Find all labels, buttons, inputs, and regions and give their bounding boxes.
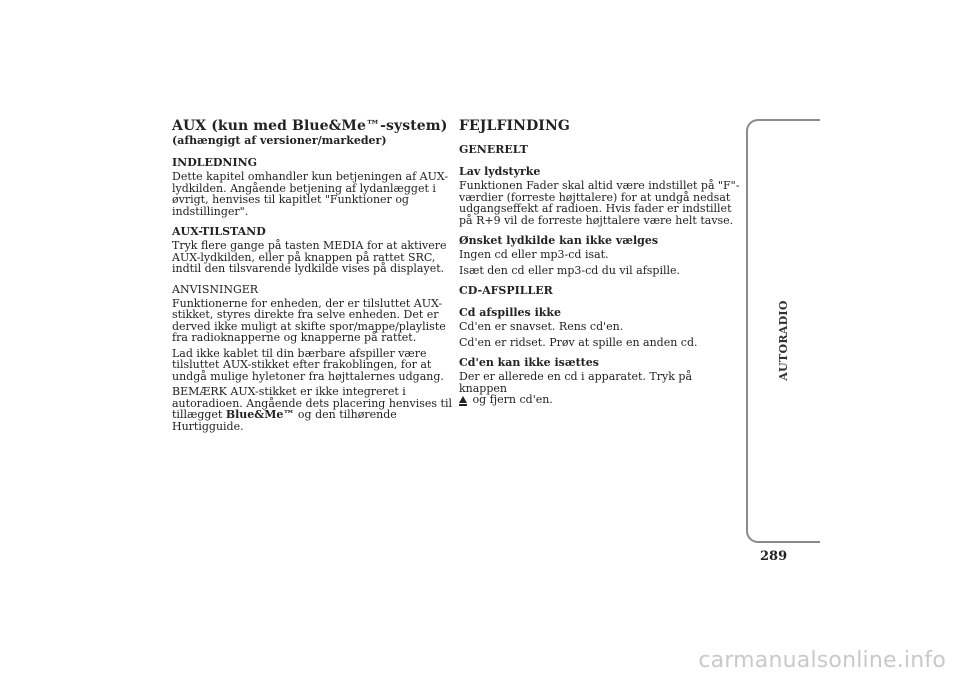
text-cd-kan-ikke-isaettes [459,371,741,406]
right-column [459,118,741,414]
heading-aux-tilstand: AUX-TILSTAND [172,225,266,238]
chapter-tab-text: AUTORADIO [776,299,790,381]
watermark: carmanualsonline.info [698,648,946,673]
text-anvisninger-1: Funktionerne for enheden, der er tilsluttet AUX-stikket, styres direkte fra selve enheden. Det er derved ikke muligt at skifte spor/mappe/playliste fra radioknapperne og knapperne på rattet. [172,296,446,344]
text-indledning: Dette kapitel omhandler kun betjeningen af AUX-lydkilden. Angående betjening af lydanlægget i øvrigt, henvises til kapitlet "Funktioner og indstillinger". [172,170,449,218]
text-cd-afspilles-1: Cd'en er snavset. Rens cd'en. [459,320,624,333]
text-aux-tilstand: Tryk flere gange på tasten MEDIA for at aktivere AUX-lydkilden, eller på knappen på rattet SRC, indtil den tilsvarende lydkilde vises på displayet. [172,239,447,275]
heading-cd-afspilles-ikke: Cd afspilles ikke [459,306,561,319]
eject-icon [459,396,467,403]
heading-lav-lydstyrke: Lav lydstyrke [459,165,541,178]
text-anvisninger-2: Lad ikke kablet til din bærbare afspiller være tilsluttet AUX-stikket efter frakoblingen, for at undgå mulige hyletoner fra højttalernes udgang. [172,346,444,383]
note-text-c: og den tilhørende Hurtigguide. [172,408,397,433]
heading-cd-afspiller: CD-AFSPILLER [459,284,553,297]
heading-anvisninger: ANVISNINGER [172,282,259,296]
left-column [172,118,454,440]
page-number: 289 [760,549,788,564]
isaettes-text-a: Der er allerede en cd i apparatet. Tryk på knappen [459,370,693,395]
heading-indledning: INDLEDNING [172,156,258,169]
text-onsket-1: Ingen cd eller mp3-cd isat. [459,248,609,261]
chapter-tab-label [773,300,793,380]
section-subtitle: (afhængigt af versioner/markeder) [172,134,387,147]
note-text-a: BEMÆRK AUX-stikket er ikke integreret i autoradioen. Angående dets placering henvises til tillægget [172,385,453,421]
text-lav-lydstyrke: Funktionen Fader skal altid være indstillet på "F"-værdier (forreste højttalere) for at undgå nedsat udgangseffekt af radioen. Hvis fader er indstillet på R+9 vil de forreste højttalere være helt tavse. [459,179,740,227]
heading-cd-kan-ikke-isaettes: Cd'en kan ikke isættes [459,356,599,369]
heading-onsket-lydkilde: Ønsket lydkilde kan ikke vælges [459,234,659,247]
isaettes-text-b: og fjern cd'en. [472,393,553,406]
text-cd-afspilles-2: Cd'en er ridset. Prøv at spille en anden cd. [459,335,698,349]
note-text-blueme: Blue&Me™ [225,408,295,421]
section-title-aux: AUX (kun med Blue&Me™-system) [172,118,448,134]
section-title-fejlfinding: FEJLFINDING [459,118,570,134]
heading-generelt: GENERELT [459,143,528,156]
text-onsket-2: Isæt den cd eller mp3-cd du vil afspille. [459,263,681,277]
text-anvisninger-3 [172,386,454,432]
